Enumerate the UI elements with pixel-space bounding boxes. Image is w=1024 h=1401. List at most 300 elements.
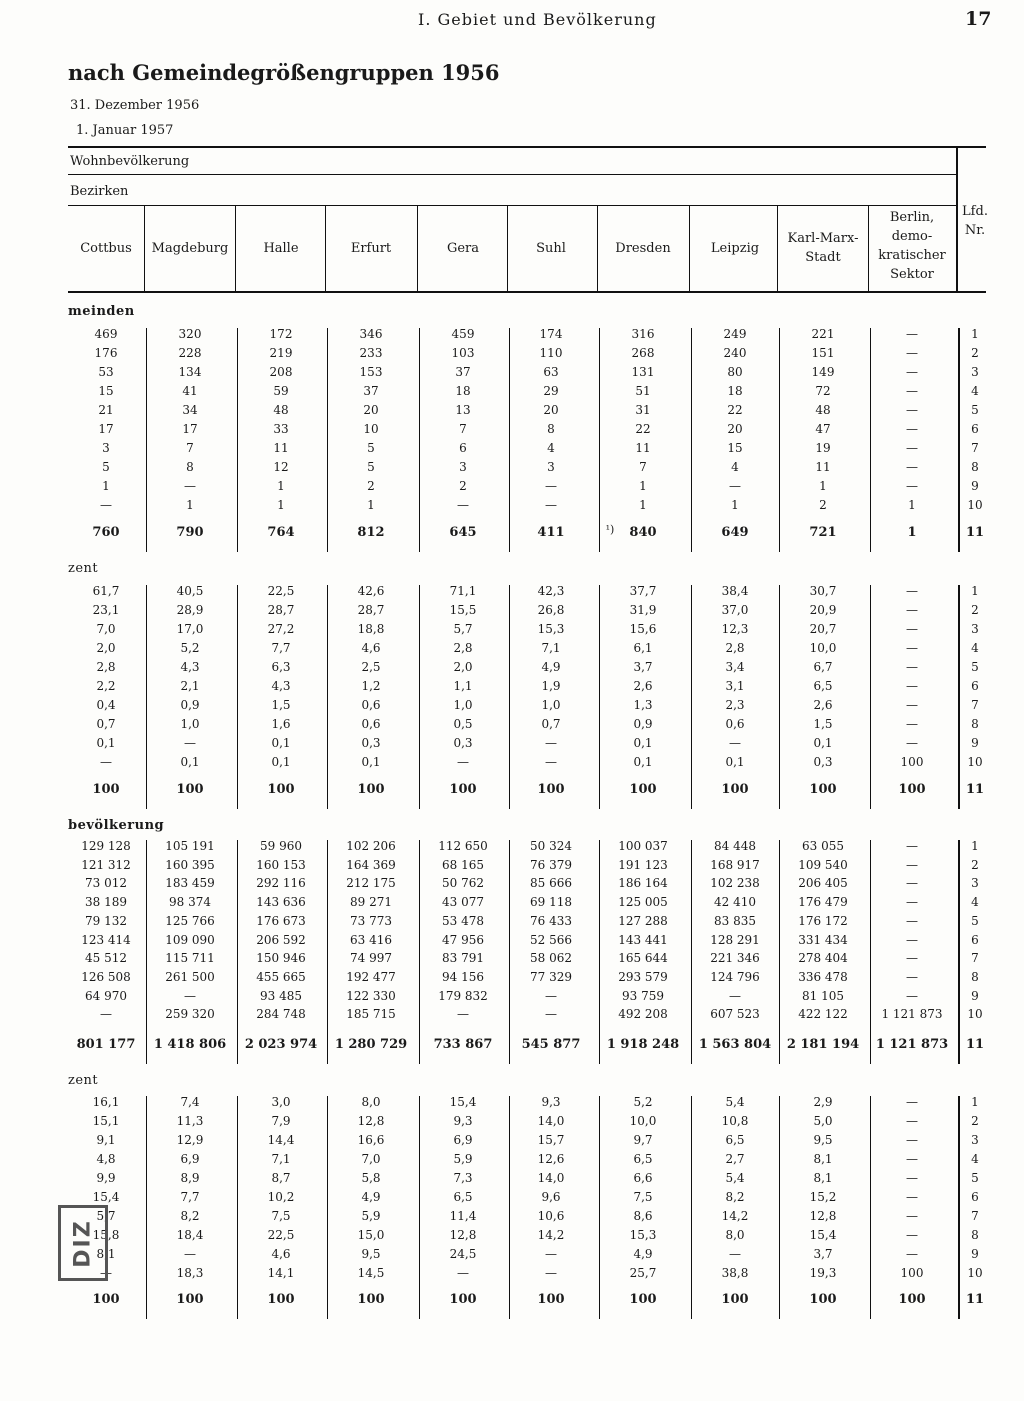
table-cell: 1 <box>971 327 979 341</box>
data-col-divider <box>419 1096 420 1319</box>
table-cell: 47 <box>815 422 831 436</box>
table-cell: 83 791 <box>442 951 484 966</box>
table-cell: 6,9 <box>453 1133 473 1147</box>
footnote-mark: ¹) <box>605 523 615 536</box>
table-cell: 6,7 <box>813 660 833 674</box>
table-cell: 19,3 <box>809 1266 837 1280</box>
table-cell: 74 997 <box>350 951 392 966</box>
table-cell: 5 <box>971 660 979 674</box>
table-cell: 71,1 <box>449 584 477 598</box>
table-cell: 18,8 <box>357 622 385 636</box>
table-cell: 122 330 <box>346 988 396 1003</box>
table-cell: 43 077 <box>442 895 484 910</box>
table-cell: — <box>906 1209 918 1223</box>
total-cell: 100 <box>721 1292 749 1307</box>
total-cell: 100 <box>809 1292 837 1307</box>
table-cell: 1,1 <box>453 679 473 693</box>
table-cell: 191 123 <box>618 857 668 872</box>
total-cell: 11 <box>965 1292 985 1307</box>
table-cell: 1,5 <box>271 698 291 712</box>
total-cell: 100 <box>357 1292 385 1307</box>
column-header: Suhl <box>536 241 566 256</box>
table-cell: 10,6 <box>537 1209 565 1223</box>
table-cell: 10 <box>967 755 983 769</box>
table-cell: 93 485 <box>260 988 302 1003</box>
table-cell: 153 <box>359 365 383 379</box>
table-cell: 4,9 <box>633 1247 653 1261</box>
table-cell: 2,3 <box>725 698 745 712</box>
table-cell: 28,9 <box>176 603 204 617</box>
table-cell: 2,8 <box>725 641 745 655</box>
section-heading: zent <box>68 1073 99 1088</box>
total-cell: 100 <box>92 1292 120 1307</box>
table-cell: 176 673 <box>256 913 306 928</box>
table-cell: 9,5 <box>361 1247 381 1261</box>
table-cell: 0,1 <box>725 755 745 769</box>
data-col-divider <box>146 328 147 552</box>
table-cell: 33 <box>273 422 289 436</box>
table-cell: 2,9 <box>813 1095 833 1109</box>
total-cell: 411 <box>537 525 565 540</box>
table-cell: 6,9 <box>180 1152 200 1166</box>
table-cell: 176 479 <box>798 895 848 910</box>
table-cell: 0,3 <box>453 736 473 750</box>
table-cell: 26,8 <box>537 603 565 617</box>
table-cell: 105 191 <box>165 839 215 853</box>
table-cell: 2 <box>819 498 827 512</box>
header-col-divider <box>689 206 690 292</box>
table-cell: 14,5 <box>357 1266 385 1280</box>
table-cell: 25,7 <box>629 1266 657 1280</box>
table-cell: 9,5 <box>813 1133 833 1147</box>
table-cell: 7,7 <box>180 1190 200 1204</box>
total-cell: 100 <box>267 782 295 797</box>
table-cell: 73 012 <box>85 876 127 891</box>
table-cell: 109 090 <box>165 932 215 947</box>
table-cell: 1 <box>639 479 647 493</box>
table-cell: 5,7 <box>96 1209 116 1223</box>
table-cell: 2 <box>971 857 979 872</box>
table-cell: 293 579 <box>618 969 668 984</box>
table-cell: 9,3 <box>541 1095 561 1109</box>
section-heading: bevölkerung <box>68 818 165 833</box>
total-cell: 100 <box>809 782 837 797</box>
table-cell: — <box>906 951 918 966</box>
table-cell: 76 433 <box>530 913 572 928</box>
table-cell: 109 540 <box>798 857 848 872</box>
table-cell: 5,4 <box>725 1171 745 1185</box>
table-cell: — <box>906 622 918 636</box>
table-cell: 102 206 <box>346 839 396 853</box>
table-cell: 1,3 <box>633 698 653 712</box>
table-cell: 8,1 <box>96 1247 116 1261</box>
total-cell: 721 <box>809 525 837 540</box>
table-cell: 259 320 <box>165 1007 215 1022</box>
table-cell: 8,7 <box>271 1171 291 1185</box>
total-cell: 100 <box>537 1292 565 1307</box>
table-cell: 16,6 <box>357 1133 385 1147</box>
total-cell: 801 177 <box>76 1037 136 1052</box>
table-cell: 6,5 <box>813 679 833 693</box>
table-cell: 9 <box>971 736 979 750</box>
total-cell: 1 121 873 <box>875 1037 949 1052</box>
table-cell: — <box>906 641 918 655</box>
table-cell: 292 116 <box>256 876 306 891</box>
table-cell: — <box>457 755 469 769</box>
table-cell: 186 164 <box>618 876 668 891</box>
total-cell: 545 877 <box>521 1037 581 1052</box>
table-cell: 38,4 <box>721 584 749 598</box>
total-cell: 2 181 194 <box>786 1037 860 1052</box>
table-cell: 12,8 <box>357 1114 385 1128</box>
table-cell: 18,3 <box>176 1266 204 1280</box>
table-cell: — <box>100 755 112 769</box>
table-cell: 100 <box>900 755 924 769</box>
table-cell: 2,8 <box>96 660 116 674</box>
data-col-divider <box>870 585 871 809</box>
table-cell: 15,6 <box>629 622 657 636</box>
table-cell: 150 946 <box>256 951 306 966</box>
table-cell: 1 <box>102 479 110 493</box>
table-cell: 11,3 <box>176 1114 204 1128</box>
table-cell: — <box>100 1007 112 1022</box>
table-cell: 69 118 <box>530 895 572 910</box>
table-cell: 0,1 <box>271 755 291 769</box>
header-col-divider <box>235 206 236 292</box>
table-cell: 8,0 <box>725 1228 745 1242</box>
table-cell: — <box>545 988 557 1003</box>
table-cell: 212 175 <box>346 876 396 891</box>
table-cell: 7 <box>971 1209 979 1223</box>
table-cell: 1 121 873 <box>881 1007 943 1022</box>
table-cell: 1,2 <box>361 679 381 693</box>
table-cell: 4 <box>971 384 979 398</box>
total-cell: 733 867 <box>433 1037 493 1052</box>
table-cell: 1 <box>277 479 285 493</box>
table-cell: 455 665 <box>256 969 306 984</box>
table-cell: 3 <box>547 460 555 474</box>
table-cell: 8 <box>547 422 555 436</box>
table-cell: 37,0 <box>721 603 749 617</box>
table-cell: 23,1 <box>92 603 120 617</box>
total-cell: 840 <box>629 525 657 540</box>
rule-header-bottom <box>68 291 986 293</box>
table-cell: 7 <box>186 441 194 455</box>
table-cell: 100 <box>900 1266 924 1280</box>
table-cell: 9,7 <box>633 1133 653 1147</box>
table-cell: 93 759 <box>622 988 664 1003</box>
table-cell: 31 <box>635 403 651 417</box>
table-cell: — <box>906 1152 918 1166</box>
table-cell: 3 <box>102 441 110 455</box>
table-cell: 9,3 <box>453 1114 473 1128</box>
table-cell: — <box>906 603 918 617</box>
table-cell: 41 <box>182 384 198 398</box>
data-col-divider <box>779 1096 780 1319</box>
table-cell: — <box>545 1007 557 1022</box>
table-cell: 100 037 <box>618 839 668 853</box>
total-cell: 100 <box>357 782 385 797</box>
column-header: Leipzig <box>710 241 760 256</box>
table-cell: 5 <box>971 403 979 417</box>
table-cell: 0,1 <box>180 755 200 769</box>
table-cell: 102 238 <box>710 876 760 891</box>
table-cell: 115 711 <box>165 951 215 966</box>
table-cell: 331 434 <box>798 932 848 947</box>
table-cell: 38,8 <box>721 1266 749 1280</box>
table-cell: 28,7 <box>267 603 295 617</box>
table-cell: 1 <box>908 498 916 512</box>
table-cell: 15,1 <box>92 1114 120 1128</box>
table-cell: 8,0 <box>361 1095 381 1109</box>
table-cell: 2 <box>971 1114 979 1128</box>
table-cell: — <box>906 895 918 910</box>
table-cell: 13 <box>455 403 471 417</box>
table-cell: 5,2 <box>180 641 200 655</box>
table-cell: 1,5 <box>813 717 833 731</box>
table-cell: — <box>184 736 196 750</box>
table-cell: 112 650 <box>438 839 488 853</box>
total-cell: 100 <box>176 782 204 797</box>
table-cell: — <box>906 660 918 674</box>
table-cell: 20,9 <box>809 603 837 617</box>
table-cell: 4,6 <box>361 641 381 655</box>
data-col-divider <box>691 585 692 809</box>
table-cell: — <box>100 498 112 512</box>
table-cell: 94 156 <box>442 969 484 984</box>
column-header: Halle <box>263 241 299 256</box>
table-cell: 6 <box>459 441 467 455</box>
table-cell: 83 835 <box>714 913 756 928</box>
table-cell: 30,7 <box>809 584 837 598</box>
section-heading: zent <box>68 561 99 576</box>
total-cell: 2 023 974 <box>244 1037 318 1052</box>
table-cell: 0,1 <box>271 736 291 750</box>
table-cell: 2,5 <box>361 660 381 674</box>
table-cell: 284 748 <box>256 1007 306 1022</box>
data-col-divider <box>599 1096 600 1319</box>
table-cell: 8,2 <box>180 1209 200 1223</box>
table-cell: 2,6 <box>813 698 833 712</box>
table-cell: 5,7 <box>453 622 473 636</box>
table-cell: 9,6 <box>541 1190 561 1204</box>
table-cell: 143 636 <box>256 895 306 910</box>
table-cell: 0,6 <box>361 717 381 731</box>
table-cell: 7,0 <box>361 1152 381 1166</box>
date-line-2: 1. Januar 1957 <box>76 123 174 138</box>
table-cell: 3,7 <box>633 660 653 674</box>
table-cell: 85 666 <box>530 876 572 891</box>
total-cell: 645 <box>449 525 477 540</box>
table-cell: 4,3 <box>180 660 200 674</box>
column-header: Magdeburg <box>151 241 229 256</box>
column-header: Berlin, demo- kratischer Sektor <box>878 210 946 282</box>
table-cell: 3 <box>971 365 979 379</box>
data-col-divider <box>327 840 328 1064</box>
table-cell: 3,4 <box>725 660 745 674</box>
table-cell: 0,6 <box>361 698 381 712</box>
header-col-divider <box>325 206 326 292</box>
table-cell: — <box>906 479 918 493</box>
table-cell: 0,9 <box>633 717 653 731</box>
table-cell: 219 <box>269 346 293 360</box>
total-cell: 1 563 804 <box>698 1037 772 1052</box>
table-cell: 179 832 <box>438 988 488 1003</box>
table-cell: 2,8 <box>453 641 473 655</box>
table-cell: 42 410 <box>714 895 756 910</box>
table-cell: — <box>906 422 918 436</box>
total-cell: 790 <box>176 525 204 540</box>
table-cell: 22,5 <box>267 1228 295 1242</box>
table-cell: 8 <box>186 460 194 474</box>
data-col-divider <box>327 1096 328 1319</box>
lfd-divider <box>958 1096 960 1319</box>
table-cell: 7 <box>971 951 979 966</box>
table-cell: 17 <box>98 422 114 436</box>
table-cell: 469 <box>94 327 118 341</box>
column-header: Dresden <box>615 241 671 256</box>
table-cell: 6 <box>971 422 979 436</box>
table-cell: 8,1 <box>813 1171 833 1185</box>
table-cell: 22 <box>635 422 651 436</box>
table-cell: 6,1 <box>633 641 653 655</box>
table-cell: 10,8 <box>721 1114 749 1128</box>
data-col-divider <box>870 328 871 552</box>
table-cell: 0,3 <box>361 736 381 750</box>
table-cell: 48 <box>815 403 831 417</box>
table-cell: 28,7 <box>357 603 385 617</box>
table-cell: 160 153 <box>256 857 306 872</box>
table-cell: 4,9 <box>541 660 561 674</box>
table-cell: 5,8 <box>361 1171 381 1185</box>
table-cell: 6,5 <box>453 1190 473 1204</box>
table-cell: 7,1 <box>271 1152 291 1166</box>
table-cell: 3,0 <box>271 1095 291 1109</box>
table-cell: 14,0 <box>537 1171 565 1185</box>
table-cell: 5 <box>971 1171 979 1185</box>
data-col-divider <box>599 840 600 1064</box>
table-cell: — <box>729 736 741 750</box>
table-cell: 4 <box>971 1152 979 1166</box>
table-cell: 5 <box>367 441 375 455</box>
table-cell: — <box>906 403 918 417</box>
table-cell: 29 <box>543 384 559 398</box>
table-cell: 2,0 <box>453 660 473 674</box>
data-col-divider <box>237 840 238 1064</box>
lfd-divider <box>958 585 960 809</box>
table-cell: 68 165 <box>442 857 484 872</box>
table-cell: 261 500 <box>165 969 215 984</box>
table-cell: — <box>729 988 741 1003</box>
table-cell: 8,6 <box>633 1209 653 1223</box>
table-cell: 492 208 <box>618 1007 668 1022</box>
table-cell: 7 <box>459 422 467 436</box>
table-cell: 15,8 <box>92 1228 120 1242</box>
table-cell: 11 <box>815 460 831 474</box>
table-cell: — <box>545 479 557 493</box>
table-cell: 10,2 <box>267 1190 295 1204</box>
table-cell: — <box>906 717 918 731</box>
table-cell: 9 <box>971 988 979 1003</box>
table-cell: 5,9 <box>453 1152 473 1166</box>
table-cell: 9 <box>971 1247 979 1261</box>
table-cell: 0,1 <box>96 736 116 750</box>
table-cell: 134 <box>178 365 202 379</box>
table-cell: — <box>906 839 918 853</box>
table-cell: 2,0 <box>96 641 116 655</box>
table-cell: 3 <box>971 876 979 891</box>
total-cell: 760 <box>92 525 120 540</box>
table-cell: 15,0 <box>357 1228 385 1242</box>
table-cell: — <box>906 876 918 891</box>
table-cell: 2 <box>971 346 979 360</box>
table-cell: 14,0 <box>537 1114 565 1128</box>
data-col-divider <box>779 840 780 1064</box>
total-cell: 100 <box>629 1292 657 1307</box>
table-cell: 15,4 <box>92 1190 120 1204</box>
table-cell: 15,5 <box>449 603 477 617</box>
table-cell: — <box>906 441 918 455</box>
header-col-divider <box>868 206 869 292</box>
table-cell: 18,4 <box>176 1228 204 1242</box>
total-cell: 1 918 248 <box>606 1037 680 1052</box>
total-cell: 100 <box>92 782 120 797</box>
total-cell: 11 <box>965 525 985 540</box>
table-cell: 8 <box>971 717 979 731</box>
table-cell: 185 715 <box>346 1007 396 1022</box>
table-cell: 34 <box>182 403 198 417</box>
table-cell: 1,0 <box>180 717 200 731</box>
table-cell: 12,6 <box>537 1152 565 1166</box>
table-cell: 168 917 <box>710 857 760 872</box>
table-cell: 4,3 <box>271 679 291 693</box>
table-cell: 192 477 <box>346 969 396 984</box>
data-col-divider <box>509 840 510 1064</box>
table-cell: 17 <box>182 422 198 436</box>
data-col-divider <box>237 1096 238 1319</box>
table-cell: — <box>184 1247 196 1261</box>
lfd-divider <box>958 328 960 552</box>
table-cell: 4,8 <box>96 1152 116 1166</box>
column-header: Lfd. Nr. <box>962 204 988 238</box>
data-col-divider <box>419 328 420 552</box>
table-cell: 121 312 <box>81 857 131 872</box>
table-cell: — <box>906 857 918 872</box>
table-cell: — <box>545 1266 557 1280</box>
table-cell: 45 512 <box>85 951 127 966</box>
table-cell: 58 062 <box>530 951 572 966</box>
table-cell: 7,5 <box>271 1209 291 1223</box>
table-cell: 1 <box>971 584 979 598</box>
table-cell: — <box>184 988 196 1003</box>
table-cell: 27,2 <box>267 622 295 636</box>
table-cell: 2 <box>459 479 467 493</box>
table-cell: 7,4 <box>180 1095 200 1109</box>
table-cell: 1 <box>971 1095 979 1109</box>
table-cell: 24,5 <box>449 1247 477 1261</box>
table-cell: 31,9 <box>629 603 657 617</box>
total-cell: 764 <box>267 525 295 540</box>
table-cell: 7 <box>971 698 979 712</box>
table-cell: 125 005 <box>618 895 668 910</box>
table-cell: 1,6 <box>271 717 291 731</box>
table-cell: 50 762 <box>442 876 484 891</box>
table-cell: 73 773 <box>350 913 392 928</box>
table-cell: 127 288 <box>618 913 668 928</box>
table-cell: 3 <box>971 622 979 636</box>
table-cell: 5 <box>971 913 979 928</box>
total-cell: 100 <box>898 782 926 797</box>
